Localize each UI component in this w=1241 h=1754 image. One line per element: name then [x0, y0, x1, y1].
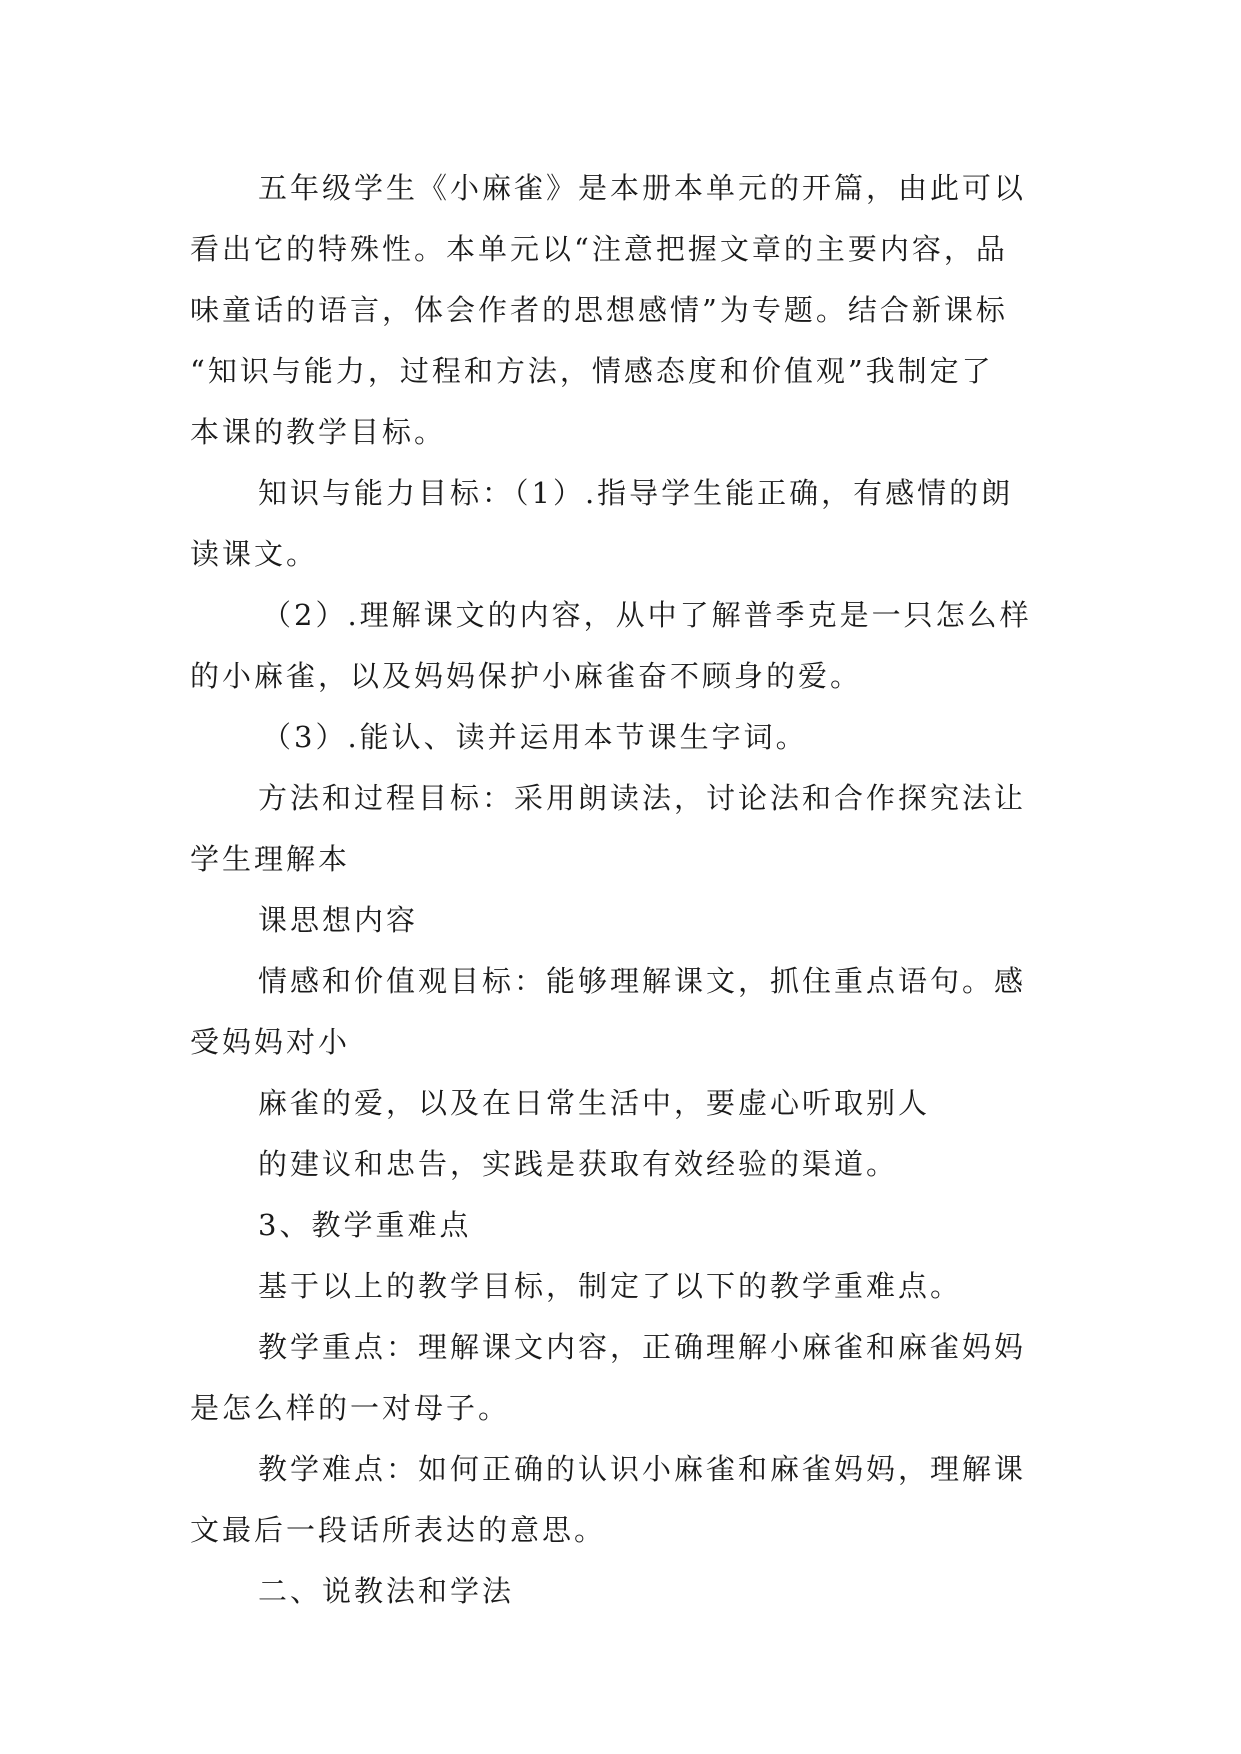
paragraph-line: 的建议和忠告，实践是获取有效经验的渠道。: [258, 1147, 899, 1181]
paragraph-line: 读课文。: [190, 537, 319, 571]
paragraph-line: （3）.能认、读并运用本节课生字词。: [262, 720, 808, 754]
paragraph-line: 情感和价值观目标：能够理解课文，抓住重点语句。感: [258, 964, 1027, 998]
paragraph-line: 的小麻雀，以及妈妈保护小麻雀奋不顾身的爱。: [190, 659, 863, 693]
section-heading: 二、说教法和学法: [258, 1574, 515, 1608]
paragraph-line: 教学难点：如何正确的认识小麻雀和麻雀妈妈，理解课: [258, 1452, 1027, 1486]
paragraph-line: 是怎么样的一对母子。: [190, 1391, 511, 1425]
paragraph-line: 味童话的语言，体会作者的思想感情”为专题。结合新课标: [190, 293, 1008, 327]
paragraph-line: 知识与能力目标：（1）.指导学生能正确，有感情的朗: [258, 476, 1014, 510]
body-text: [190, 158, 1060, 1622]
paragraph-line: 五年级学生《小麻雀》是本册本单元的开篇，由此可以: [258, 171, 1027, 205]
section-heading: 3、教学重难点: [258, 1208, 472, 1242]
paragraph-line: “知识与能力，过程和方法，情感态度和价值观”我制定了: [190, 354, 994, 388]
paragraph-line: 看出它的特殊性。本单元以“注意把握文章的主要内容，品: [190, 232, 1008, 266]
paragraph-line: 文最后一段话所表达的意思。: [190, 1513, 607, 1547]
paragraph-line: （2）.理解课文的内容，从中了解普季克是一只怎么样: [262, 598, 1032, 632]
paragraph-line: 学生理解本: [190, 842, 351, 876]
paragraph-line: 受妈妈对小: [190, 1025, 351, 1059]
paragraph-line: 课思想内容: [258, 903, 419, 937]
paragraph-line: 本课的教学目标。: [190, 415, 447, 449]
paragraph-line: 方法和过程目标：采用朗读法，讨论法和合作探究法让: [258, 781, 1027, 815]
paragraph-line: 基于以上的教学目标，制定了以下的教学重难点。: [258, 1269, 963, 1303]
paragraph-line: 教学重点：理解课文内容，正确理解小麻雀和麻雀妈妈: [258, 1330, 1027, 1364]
paragraph-line: 麻雀的爱，以及在日常生活中，要虚心听取别人: [258, 1086, 931, 1120]
